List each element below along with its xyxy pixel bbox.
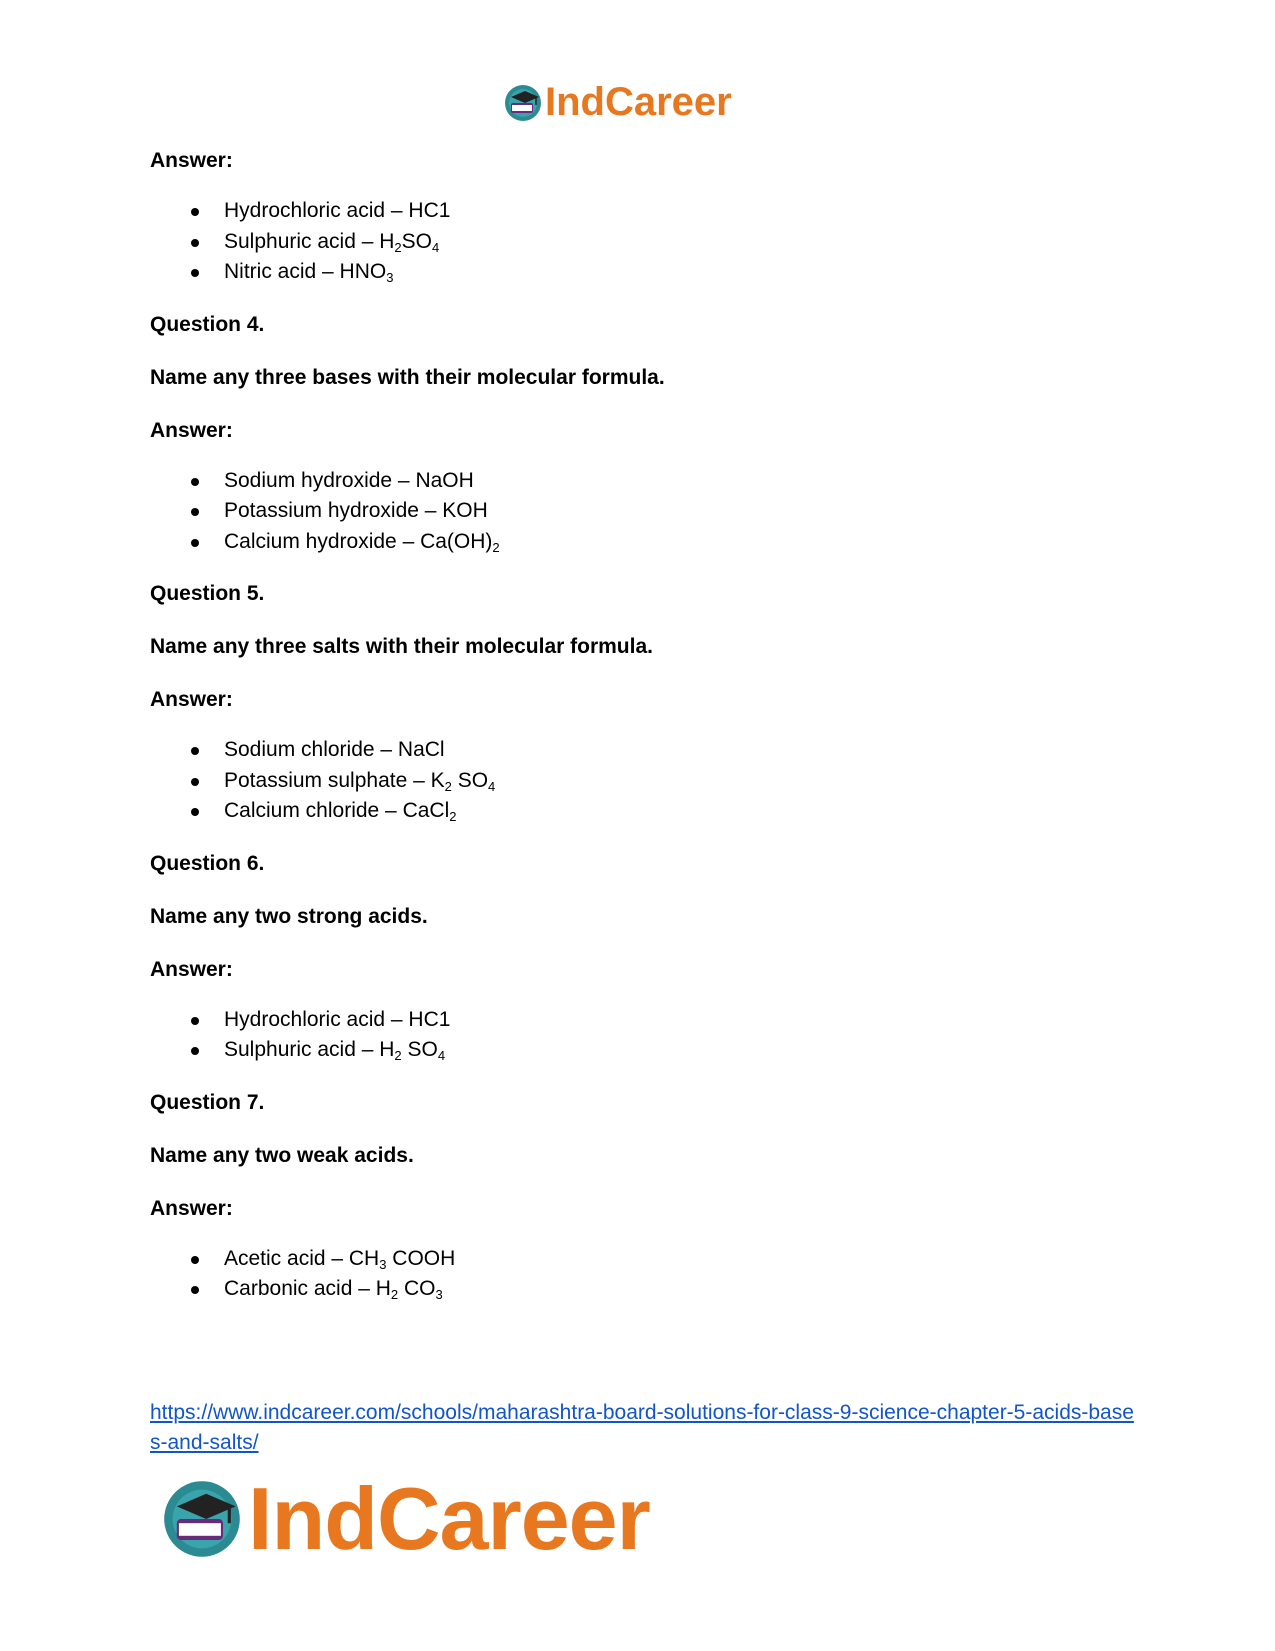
graduation-book-icon (503, 83, 543, 123)
question-number: Question 4. (150, 312, 265, 336)
list-item: Calcium chloride – CaCl$_2$ (150, 796, 1140, 827)
answer-list (150, 1005, 1140, 1066)
graduation-book-icon (160, 1477, 244, 1561)
answer-label: Answer: (150, 149, 233, 172)
question-number: Question 6. (150, 851, 265, 875)
footer-logo (160, 1468, 650, 1570)
answer-label: Answer: (150, 1196, 233, 1220)
list-item: Sulphuric acid – $H_2SO_4$ (150, 227, 1140, 258)
answer-list (150, 735, 1140, 827)
list-item: Hydrochloric acid – HC1 (150, 196, 1140, 227)
answer-list (150, 466, 1140, 558)
source-link[interactable]: https://www.indcareer.com/schools/maharashtra-board-solutions-for-class-9-science-chapter-5-acids-bases-and-salts/ (150, 1401, 1134, 1454)
answer-label: Answer: (150, 957, 233, 981)
list-item: Sodium chloride – NaCl (150, 735, 1140, 766)
list-item: Sodium hydroxide – NaOH (150, 466, 1140, 497)
list-item: Calcium hydroxide – $Ca(OH)_2$ (150, 527, 1140, 558)
question-text: Name any two weak acids. (150, 1143, 414, 1167)
brand-name-large: IndCareer (248, 1469, 650, 1568)
question-number: Question 5. (150, 582, 265, 605)
question-number: Question 7. (150, 1090, 265, 1114)
answer-list (150, 1244, 1140, 1305)
list-item: Hydrochloric acid – HC1 (150, 1005, 1140, 1036)
list-item: Nitric acid – $HNO_3$ (150, 257, 1140, 288)
list-item: Sulphuric acid – $H_2$ $SO_4$ (150, 1035, 1140, 1066)
list-item: Carbonic acid – $H_2$ $CO_3$ (150, 1274, 1140, 1305)
brand-name: IndCareer (545, 80, 732, 124)
list-item: Potassium hydroxide – KOH (150, 496, 1140, 527)
question-text: Name any three salts with their molecular formula. (150, 635, 653, 658)
header-logo (503, 80, 732, 125)
answer-label: Answer: (150, 418, 233, 442)
question-text: Name any three bases with their molecular formula. (150, 365, 665, 389)
answer-label: Answer: (150, 688, 233, 711)
answer-list (150, 196, 1140, 288)
list-item: Potassium sulphate – $K_2$ $SO_4$ (150, 766, 1140, 797)
list-item: Acetic acid – $CH_3$ COOH (150, 1244, 1140, 1275)
document-body (150, 146, 1140, 1305)
question-text: Name any two strong acids. (150, 904, 428, 928)
